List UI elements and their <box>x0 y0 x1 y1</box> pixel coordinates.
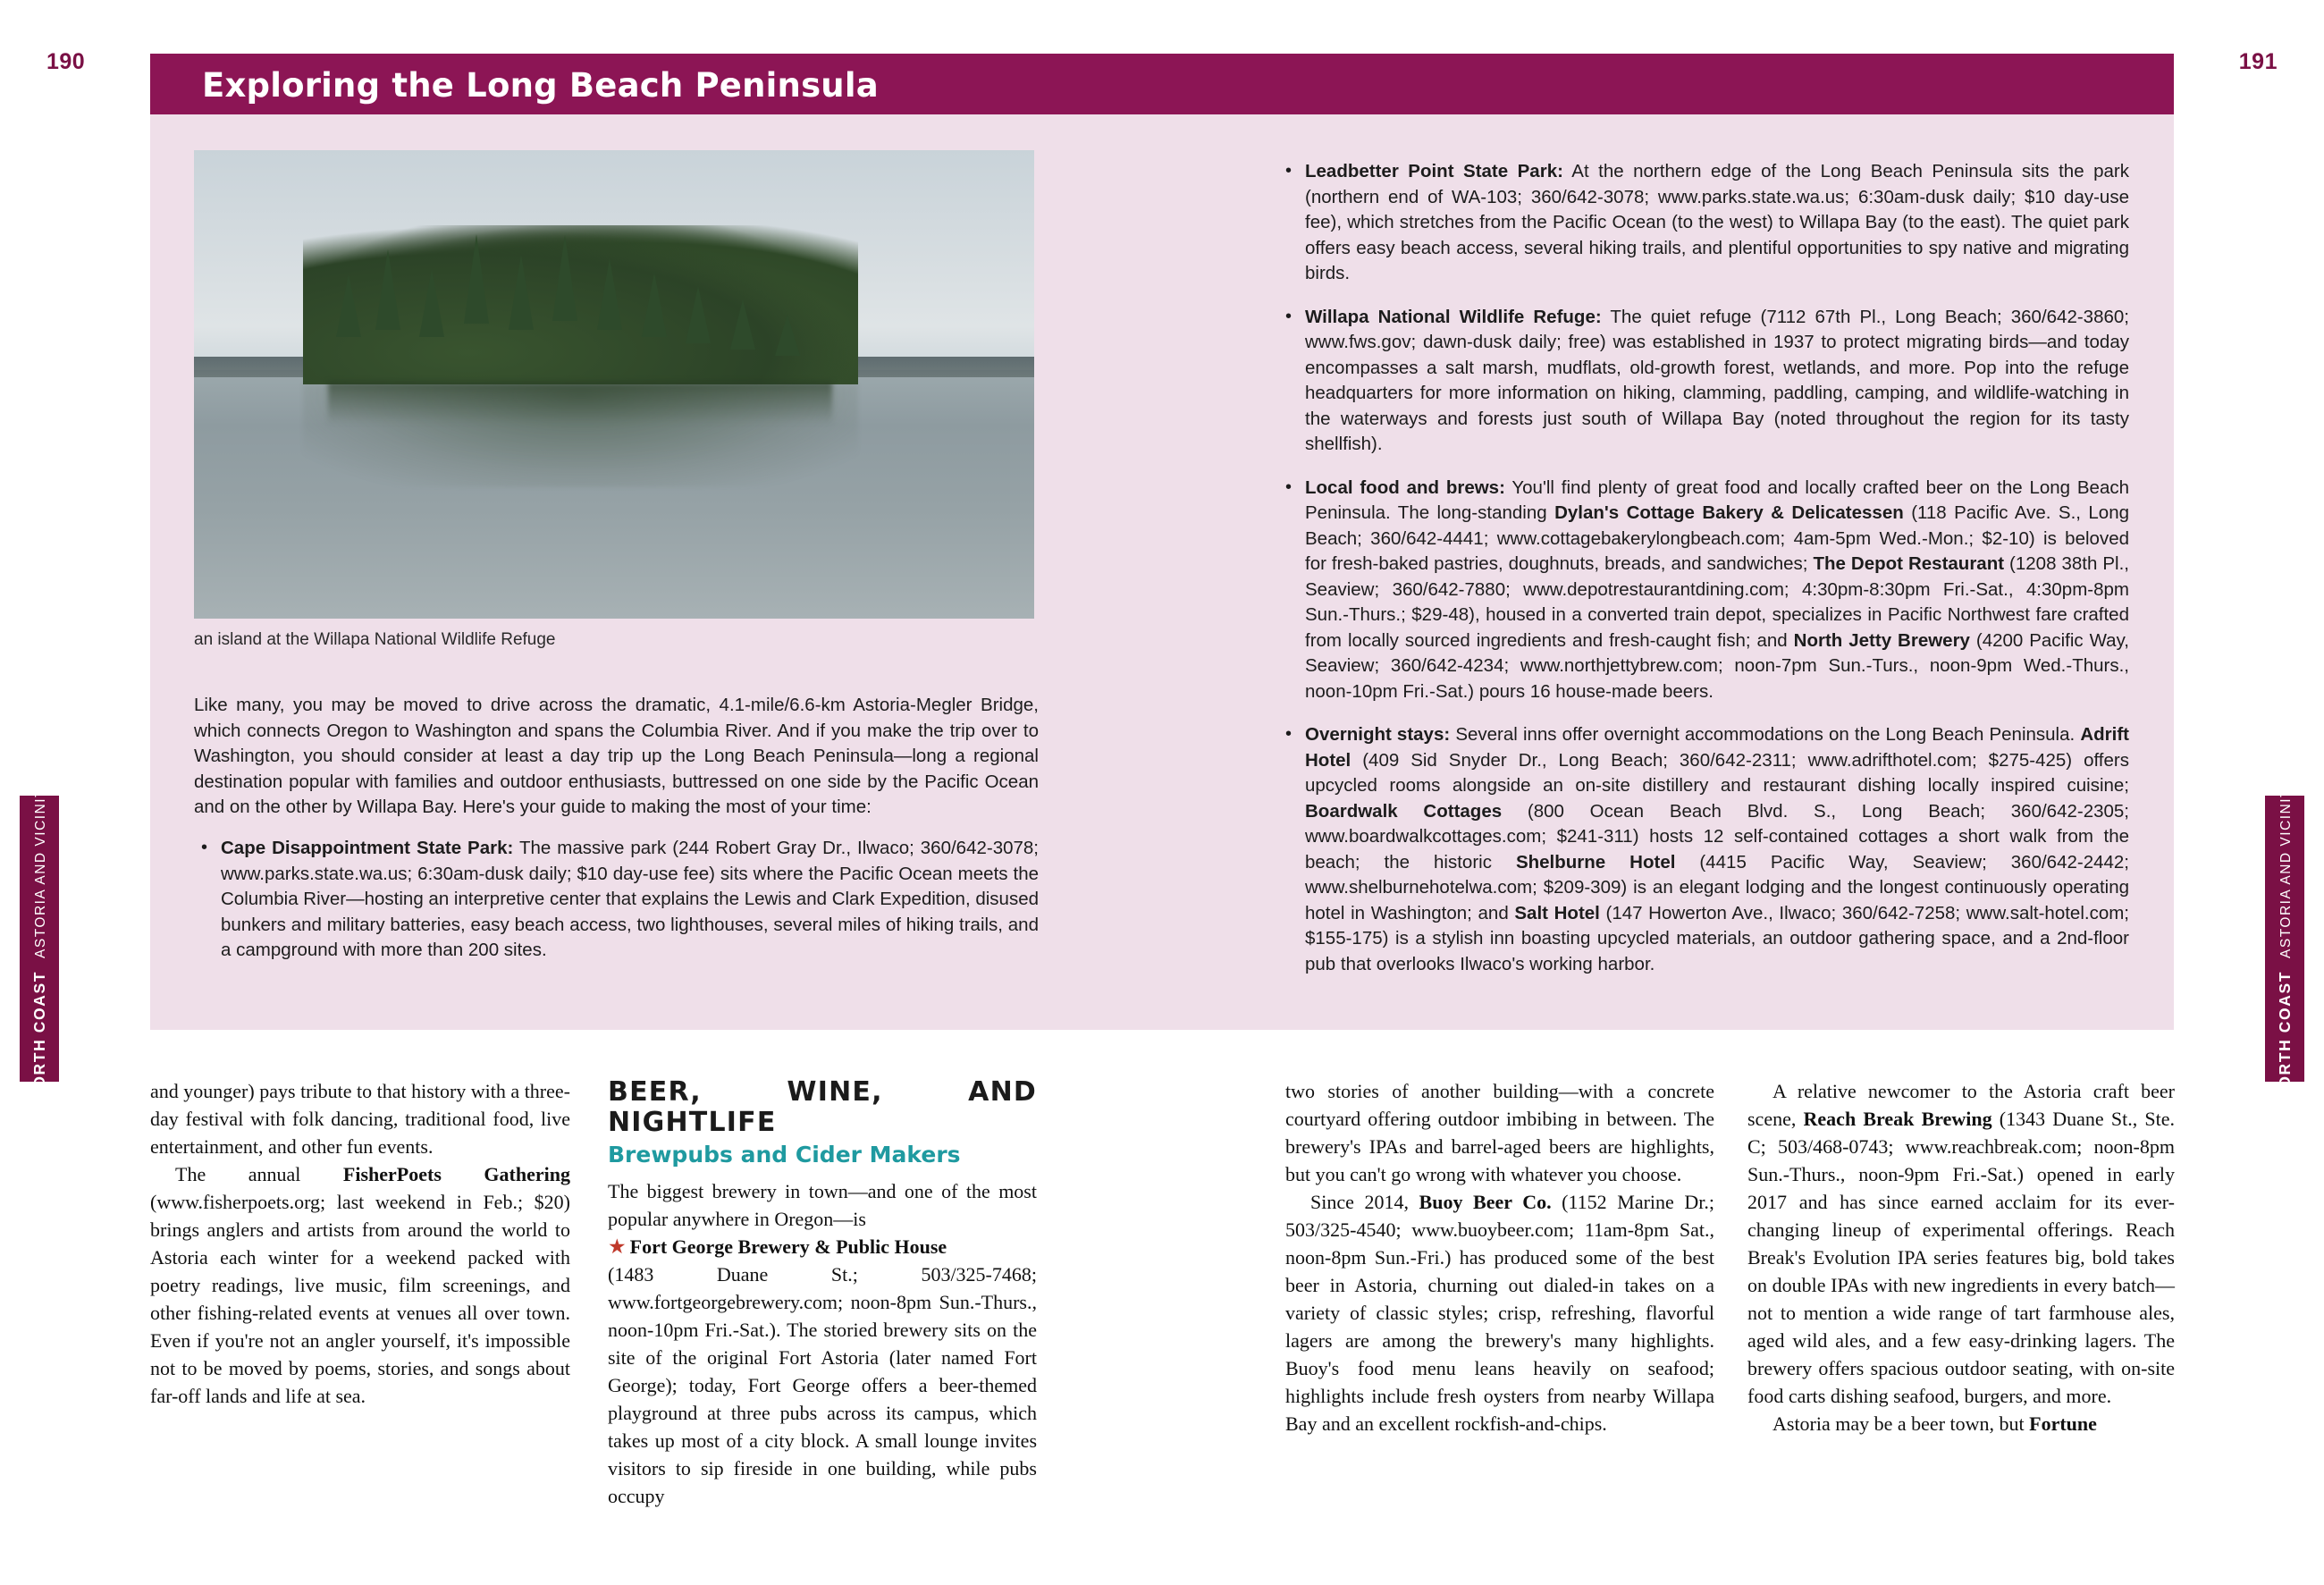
bullet-item <box>1278 305 2129 458</box>
bullet-item <box>1278 476 2129 705</box>
body-column-2 <box>608 1077 1037 1510</box>
side-tab-right-subregion: ASTORIA AND VICINITY <box>2278 776 2294 958</box>
subsection-heading-brewpubs: Brewpubs and Cider Makers <box>608 1142 961 1168</box>
bullet-lead: Cape Disappointment State Park: <box>221 838 514 858</box>
bullet-lead: Overnight stays: <box>1305 724 1451 745</box>
feature-title: Exploring the Long Beach Peninsula <box>202 66 879 105</box>
star-icon: ★ <box>608 1235 627 1258</box>
photo-island-reflection-core <box>328 382 832 424</box>
photo-island <box>303 225 857 384</box>
body-paragraph: The annual FisherPoets Gathering (www.fisherpoets.org; last weekend in Feb.; $20) brings anglers and artists from around the world to Astoria each winter for a weekend packed with poetry readings, live music, film screenings, and other fishing-related events at venues all over town. Even if you're not an angler yourself, it's impossible not to be moved by poems, stories, and songs about far-off lands and life at sea. <box>150 1163 570 1407</box>
bullet-lead: Leadbetter Point State Park: <box>1305 161 1563 181</box>
body-paragraph: (1483 Duane St.; 503/325-7468; www.fortgeorgebrewery.com; noon-8pm Sun.-Thurs., noon-10pm Fri.-Sat.). The storied brewery sits on the site of the original Fort Astoria (later named Fort George); today, Fort George offers a beer-themed playground at three pubs across its campus, which takes up most of a city block. A small lounge invites visitors to sip fireside in one building, while pubs occupy <box>608 1263 1037 1507</box>
bullet-item <box>1278 159 2129 287</box>
bullet-item <box>194 836 1039 964</box>
section-heading-beer-wine-nightlife: BEER, WINE, AND NIGHTLIFE <box>608 1076 1037 1138</box>
side-tab-left-subregion: ASTORIA AND VICINITY <box>32 776 48 958</box>
body-column-1 <box>150 1077 570 1410</box>
bullet-body: Several inns offer overnight accommodations on the Long Beach Peninsula. Adrift Hotel (409 Sid Snyder Dr., Long Beach; 360/642-2311; www.adrifthotel.com; $275-425) offers upcycled rooms alongside an on-site distillery and restaurant dishing locally inspired cuisine; Boardwalk Cottages (800 Ocean Beach Blvd. S., Long Beach; 360/642-2305; www.boardwalkcottages.com; $241-311) hosts 12 self-contained cottages a short walk from the beach; the historic Shelburne Hotel (4415 Pacific Way, Seaview; 360/642-2442; www.shelburnehotelwa.com; $209-309) is an elegant lodging and the longest continuously operating hotel in Washington; and Salt Hotel (147 Howerton Ave., Ilwaco; 360/642-7258; www.salt-hotel.com; $155-175) is a stylish inn boasting upcycled materials, an outdoor gathering space, and a 2nd-floor pub that overlooks Ilwaco's working harbor. <box>1305 724 2130 974</box>
body-paragraph: Since 2014, Buoy Beer Co. (1152 Marine Dr.; 503/325-4540; www.buoybeer.com; 11am-8pm Sat., noon-8pm Sun.-Fri.) has produced some of the best beer in Astoria, churning out dialed-in takes on a variety of classic styles; crisp, refreshing, flavorful lagers are among the brewery's many highlights. Buoy's food menu leans heavily on seafood; highlights include fresh oysters from nearby Willapa Bay and an excellent rockfish-and-chips. <box>1285 1191 1714 1435</box>
side-tab-left <box>20 776 59 1101</box>
bullet-body: At the northern edge of the Long Beach Peninsula sits the park (northern end of WA-103; 360/642-3078; www.parks.state.wa.us; 6:30am-dusk daily; $10 day-use fee), which stretches from the Pacific Ocean (to the west) to Willapa Bay (to the east). The quiet park offers easy beach access, several hiking trails, and plentiful opportunities to spy native and migrating birds. <box>1305 161 2129 283</box>
side-tab-right-region: NORTH COAST <box>2275 970 2294 1101</box>
body-column-3 <box>1285 1077 1714 1437</box>
body-paragraph: ★ Fort George Brewery & Public House <box>608 1235 947 1258</box>
bullet-body: You'll find plenty of great food and locally crafted beer on the Long Beach Peninsula. The long-standing Dylan's Cottage Bakery & Delicatessen (118 Pacific Ave. S., Long Beach; 360/642-4441; www.cottagebakerylongbeach.com; 4am-5pm Wed.-Mon.; $2-10) is beloved for fresh-baked pastries, doughnuts, breads, and sandwiches; The Depot Restaurant (1208 38th Pl., Seaview; 360/642-7880; www.depotrestaurantdining.com; 4:30pm-8:30pm Fri.-Sat., 4:30pm-8pm Sun.-Thurs.; $29-48), housed in a converted train depot, specializes in Pacific Northwest fare crafted from locally sourced ingredients and fresh-caught fish; and North Jetty Brewery (4200 Pacific Way, Seaview; 360/642-4234; www.northjettybrew.com; noon-7pm Sun.-Turs., noon-9pm Wed.-Thurs., noon-10pm Fri.-Sat.) pours 16 house-made beers. <box>1305 476 2129 702</box>
page-number-left: 190 <box>46 49 86 74</box>
body-paragraph: and younger) pays tribute to that history with a three-day festival with folk dancing, traditional food, live entertainment, and other fun events. <box>150 1080 570 1158</box>
body-paragraph: two stories of another building—with a concrete courtyard offering outdoor imbibing in between. The brewery's IPAs and barrel-aged beers are highlights, but you can't go wrong with whatever you choose. <box>1285 1080 1714 1185</box>
body-paragraph: Astoria may be a beer town, but Fortune <box>1772 1412 2097 1435</box>
photo-willapa-island <box>194 150 1034 619</box>
body-paragraph: A relative newcomer to the Astoria craft beer scene, Reach Break Brewing (1343 Duane St., Ste. C; 503/468-0743; www.reachbreak.com; noon-8pm Sun.-Thurs., noon-9pm Fri.-Sat.) opened in early 2017 and has since earned acclaim for its ever-changing lineup of experimental offerings. Reach Break's Evolution IPA series features big, bold takes on double IPAs with new ingredients in every batch—not to mention a wide range of tart farmhouse ales, aged wild ales, and a few easy-drinking lagers. The brewery offers spacious outdoor seating, with on-site food carts dishing seafood, burgers, and more. <box>1747 1080 2175 1407</box>
bullet-body: The massive park (244 Robert Gray Dr., Ilwaco; 360/642-3078; www.parks.state.wa.us; 6:30am-dusk daily; $10 day-use fee) sits where the Pacific Ocean meets the Columbia River—hosting an interpretive center that explains the Lewis and Clark Expedition, disused bunkers and military batteries, easy beach access, two lighthouses, several miles of hiking trails, and a campground with more than 200 sites. <box>221 838 1040 960</box>
photo-caption: an island at the Willapa National Wildlife Refuge <box>194 630 556 649</box>
feature-right-bullet-list <box>1278 159 2129 995</box>
body-column-4 <box>1747 1077 2175 1437</box>
body-paragraph: The biggest brewery in town—and one of the most popular anywhere in Oregon—is <box>608 1180 1037 1230</box>
feature-intro-paragraph: Like many, you may be moved to drive across the dramatic, 4.1-mile/6.6-km Astoria-Megler Bridge, which connects Oregon to Washington and spans the Columbia River. And if you make the trip over to Washington, you should consider at least a day trip up the Long Beach Peninsula—long a regional destination popular with families and outdoor enthusiasts, buttressed on one side by the Pacific Ocean and on the other by Willapa Bay. Here's your guide to making the most of your time: <box>194 695 1039 817</box>
bullet-lead: Local food and brews: <box>1305 476 1505 498</box>
bullet-item <box>1278 722 2129 977</box>
bullet-lead: Willapa National Wildlife Refuge: <box>1305 306 1602 327</box>
side-tab-left-region: NORTH COAST <box>29 970 48 1101</box>
feature-left-bullet-list <box>194 836 1039 982</box>
body-column-2-text <box>608 1177 1037 1510</box>
side-tab-right <box>2265 776 2304 1101</box>
bullet-body: The quiet refuge (7112 67th Pl., Long Beach; 360/642-3860; www.fws.gov; dawn-dusk daily; free) was established in 1937 to protect migrating birds—and today encompasses a salt marsh, mudflats, old-growth forest, wetlands, and more. Pop into the refuge headquarters for more information on hiking, clamming, paddling, camping, and wildlife-watching in the waterways and forests just south of Willapa Bay (noted throughout the region for its tasty shellfish). <box>1305 306 2129 454</box>
page-number-right: 191 <box>2238 49 2278 74</box>
